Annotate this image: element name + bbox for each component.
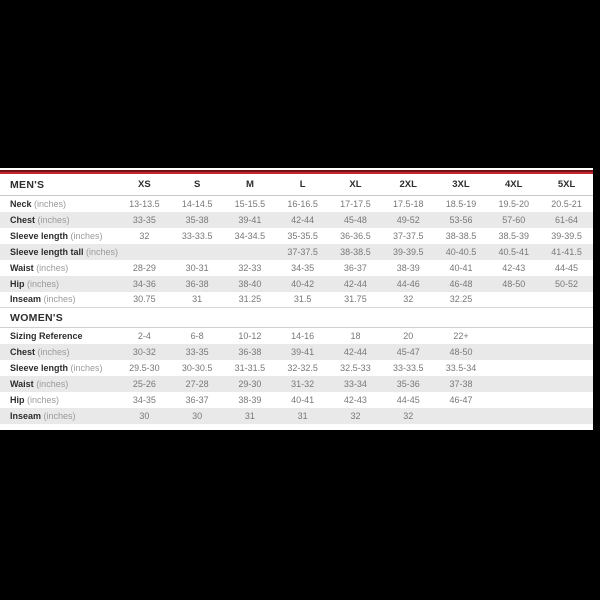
table-row xyxy=(0,212,593,228)
size-cell xyxy=(487,376,540,392)
row-label-text: Hip xyxy=(10,394,25,405)
size-cell: 32 xyxy=(350,410,361,421)
row-label-text: Sleeve length tall xyxy=(10,246,84,257)
row-label-unit: (inches) xyxy=(70,230,103,241)
row-label xyxy=(0,408,118,424)
row-label xyxy=(0,228,118,244)
size-cell: 33-33.5 xyxy=(392,362,424,373)
size-cell: 36-38 xyxy=(238,346,262,357)
size-cell: 36-37 xyxy=(343,262,367,273)
table-row xyxy=(0,276,593,292)
size-cell: 31 xyxy=(192,294,203,305)
table-row xyxy=(0,360,593,376)
size-cell: 18.5-19 xyxy=(445,198,477,209)
size-cell: 6-8 xyxy=(190,330,204,341)
size-cell: 45-48 xyxy=(343,214,367,225)
size-cell: 46-47 xyxy=(449,394,473,405)
column-header: 5XL xyxy=(540,174,593,196)
size-cell xyxy=(487,392,540,408)
row-label-unit: (inches) xyxy=(70,362,103,373)
size-cell: 38-38.5 xyxy=(340,246,371,257)
size-cell: 37-37.5 xyxy=(287,246,318,257)
row-label-text: Sleeve length xyxy=(10,230,69,241)
size-chart-panel xyxy=(0,168,593,430)
column-header: 3XL xyxy=(435,174,488,196)
size-cell: 37-38 xyxy=(449,378,473,389)
size-cell xyxy=(540,408,593,424)
column-header: 2XL xyxy=(382,174,435,196)
row-label xyxy=(0,292,118,308)
row-label xyxy=(0,196,118,212)
size-cell: 31-32 xyxy=(291,378,315,389)
size-cell: 33-35 xyxy=(185,346,209,357)
size-cell xyxy=(487,360,540,376)
row-label-unit: (inches) xyxy=(36,262,69,273)
size-cell: 22+ xyxy=(453,330,469,341)
table-row xyxy=(0,392,593,408)
size-cell: 33-35 xyxy=(132,214,156,225)
size-cell: 31.5 xyxy=(293,294,312,305)
size-cell: 38-40 xyxy=(238,278,262,289)
size-cell: 20 xyxy=(403,330,414,341)
size-cell xyxy=(540,376,593,392)
row-label-unit: (inches) xyxy=(43,410,76,421)
size-cell: 42-43 xyxy=(343,394,367,405)
size-cell: 46-48 xyxy=(449,278,473,289)
size-cell: 33-33.5 xyxy=(181,230,213,241)
size-cell: 40-41 xyxy=(291,394,315,405)
size-cell: 44-45 xyxy=(555,262,579,273)
size-cell: 25-26 xyxy=(132,378,156,389)
size-cell xyxy=(540,344,593,360)
size-cell: 19.5-20 xyxy=(498,198,529,209)
row-label-text: Hip xyxy=(10,278,25,289)
size-cell xyxy=(487,344,540,360)
column-header: XS xyxy=(118,174,171,196)
size-cell: 31 xyxy=(297,410,308,421)
row-label-text: Sleeve length xyxy=(10,362,69,373)
row-label-unit: (inches) xyxy=(37,346,70,357)
size-cell xyxy=(224,244,277,260)
size-cell: 34-34.5 xyxy=(234,230,266,241)
size-cell: 31-31.5 xyxy=(234,362,266,373)
row-label xyxy=(0,212,118,228)
size-cell: 30-32 xyxy=(132,346,156,357)
row-label-unit: (inches) xyxy=(37,214,70,225)
size-cell: 17-17.5 xyxy=(340,198,371,209)
size-cell: 28-29 xyxy=(132,262,156,273)
row-label-unit: (inches) xyxy=(43,294,76,305)
row-label-unit: (inches) xyxy=(86,246,118,257)
size-cell: 32.5-33 xyxy=(340,362,371,373)
size-cell: 27-28 xyxy=(185,378,209,389)
table-row xyxy=(0,292,593,308)
column-header: M xyxy=(224,174,277,196)
size-cell: 44-45 xyxy=(396,394,420,405)
size-cell: 36-37 xyxy=(185,394,209,405)
size-cell: 30 xyxy=(139,410,150,421)
row-label xyxy=(0,376,118,392)
row-label-text: Waist xyxy=(10,262,34,273)
size-cell: 35-36 xyxy=(396,378,420,389)
row-label xyxy=(0,276,118,292)
size-cell: 16-16.5 xyxy=(287,198,318,209)
table-row xyxy=(0,196,593,212)
size-cell: 32.25 xyxy=(449,294,473,305)
table-row xyxy=(0,328,593,344)
row-label-text: Chest xyxy=(10,346,36,357)
size-cell: 39-41 xyxy=(238,214,262,225)
row-label-unit: (inches) xyxy=(27,394,60,405)
size-cell: 38.5-39 xyxy=(498,230,529,241)
size-cell: 31.75 xyxy=(344,294,367,305)
size-cell xyxy=(171,244,224,260)
column-header: S xyxy=(171,174,224,196)
size-cell xyxy=(540,328,593,344)
size-cell: 29-30 xyxy=(238,378,262,389)
size-cell: 40-42 xyxy=(291,278,315,289)
column-header: 4XL xyxy=(487,174,540,196)
size-cell: 32-33 xyxy=(238,262,262,273)
mens-header-row xyxy=(0,174,593,196)
row-label-text: Inseam xyxy=(10,294,42,305)
row-label xyxy=(0,260,118,276)
size-cell: 48-50 xyxy=(502,278,526,289)
section-title-womens: WOMEN'S xyxy=(0,308,593,328)
table-row xyxy=(0,408,593,424)
size-cell: 36-36.5 xyxy=(340,230,371,241)
size-cell: 50-52 xyxy=(555,278,579,289)
size-cell: 17.5-18 xyxy=(392,198,424,209)
row-label xyxy=(0,360,118,376)
size-cell xyxy=(435,408,488,424)
size-cell: 29.5-30 xyxy=(129,362,160,373)
row-label-unit: (inches) xyxy=(34,198,67,209)
row-label-text: Waist xyxy=(10,378,34,389)
size-cell: 49-52 xyxy=(396,214,420,225)
size-cell: 53-56 xyxy=(449,214,473,225)
size-cell xyxy=(487,328,540,344)
table-row xyxy=(0,260,593,276)
size-chart-table xyxy=(0,174,593,424)
table-row xyxy=(0,344,593,360)
column-header: XL xyxy=(329,174,382,196)
size-cell: 39-39.5 xyxy=(551,230,582,241)
size-cell: 30-31 xyxy=(185,262,209,273)
row-label-text: Chest xyxy=(10,214,36,225)
size-cell: 30-30.5 xyxy=(181,362,213,373)
size-cell: 10-12 xyxy=(238,330,262,341)
size-cell: 39-41 xyxy=(291,346,315,357)
size-cell: 34-35 xyxy=(132,394,156,405)
size-cell: 13-13.5 xyxy=(129,198,160,209)
size-cell: 37-37.5 xyxy=(392,230,424,241)
section-title-mens: MEN'S xyxy=(0,174,118,196)
size-cell: 30 xyxy=(192,410,203,421)
size-cell: 39-39.5 xyxy=(392,246,424,257)
row-label-unit: (inches) xyxy=(36,378,69,389)
womens-header-row xyxy=(0,308,593,328)
size-cell: 35-35.5 xyxy=(287,230,318,241)
size-cell xyxy=(540,292,593,308)
size-cell: 36-38 xyxy=(185,278,209,289)
size-cell: 42-44 xyxy=(343,346,367,357)
size-cell xyxy=(540,392,593,408)
size-cell: 48-50 xyxy=(449,346,473,357)
size-cell xyxy=(540,360,593,376)
size-cell: 32 xyxy=(139,230,150,241)
size-cell: 38-39 xyxy=(396,262,420,273)
row-label xyxy=(0,344,118,360)
row-label-text: Sizing Reference xyxy=(10,330,83,341)
size-cell: 31 xyxy=(244,410,255,421)
size-cell: 18 xyxy=(350,330,361,341)
size-cell: 31.25 xyxy=(238,294,262,305)
size-cell: 44-46 xyxy=(396,278,420,289)
size-cell: 33-34 xyxy=(343,378,367,389)
size-cell: 40-41 xyxy=(449,262,473,273)
size-cell: 14-16 xyxy=(291,330,315,341)
row-label-text: Inseam xyxy=(10,410,42,421)
size-cell xyxy=(118,244,171,260)
size-cell: 42-43 xyxy=(502,262,526,273)
row-label xyxy=(0,328,118,344)
size-cell: 34-35 xyxy=(291,262,315,273)
size-cell: 38-39 xyxy=(238,394,262,405)
size-cell: 40-40.5 xyxy=(445,246,477,257)
size-cell: 33.5-34 xyxy=(445,362,477,373)
size-cell xyxy=(487,408,540,424)
size-cell: 38-38.5 xyxy=(445,230,477,241)
size-cell: 32 xyxy=(403,294,414,305)
size-cell: 42-44 xyxy=(291,214,315,225)
size-cell: 15-15.5 xyxy=(234,198,266,209)
size-cell: 34-36 xyxy=(132,278,156,289)
column-header: L xyxy=(276,174,329,196)
size-cell: 32 xyxy=(403,410,414,421)
size-cell: 40.5-41 xyxy=(498,246,529,257)
table-row xyxy=(0,228,593,244)
table-row xyxy=(0,376,593,392)
row-label-unit: (inches) xyxy=(27,278,60,289)
size-cell: 61-64 xyxy=(555,214,579,225)
size-cell xyxy=(487,292,540,308)
size-cell: 2-4 xyxy=(137,330,151,341)
size-cell: 30.75 xyxy=(133,294,156,305)
table-row xyxy=(0,244,593,260)
size-cell: 35-38 xyxy=(185,214,209,225)
row-label xyxy=(0,244,118,260)
size-cell: 57-60 xyxy=(502,214,526,225)
size-cell: 41-41.5 xyxy=(551,246,582,257)
size-cell: 20.5-21 xyxy=(551,198,582,209)
size-cell: 42-44 xyxy=(343,278,367,289)
size-cell: 14-14.5 xyxy=(181,198,213,209)
size-cell: 32-32.5 xyxy=(287,362,318,373)
row-label-text: Neck xyxy=(10,198,32,209)
row-label xyxy=(0,392,118,408)
size-cell: 45-47 xyxy=(396,346,420,357)
